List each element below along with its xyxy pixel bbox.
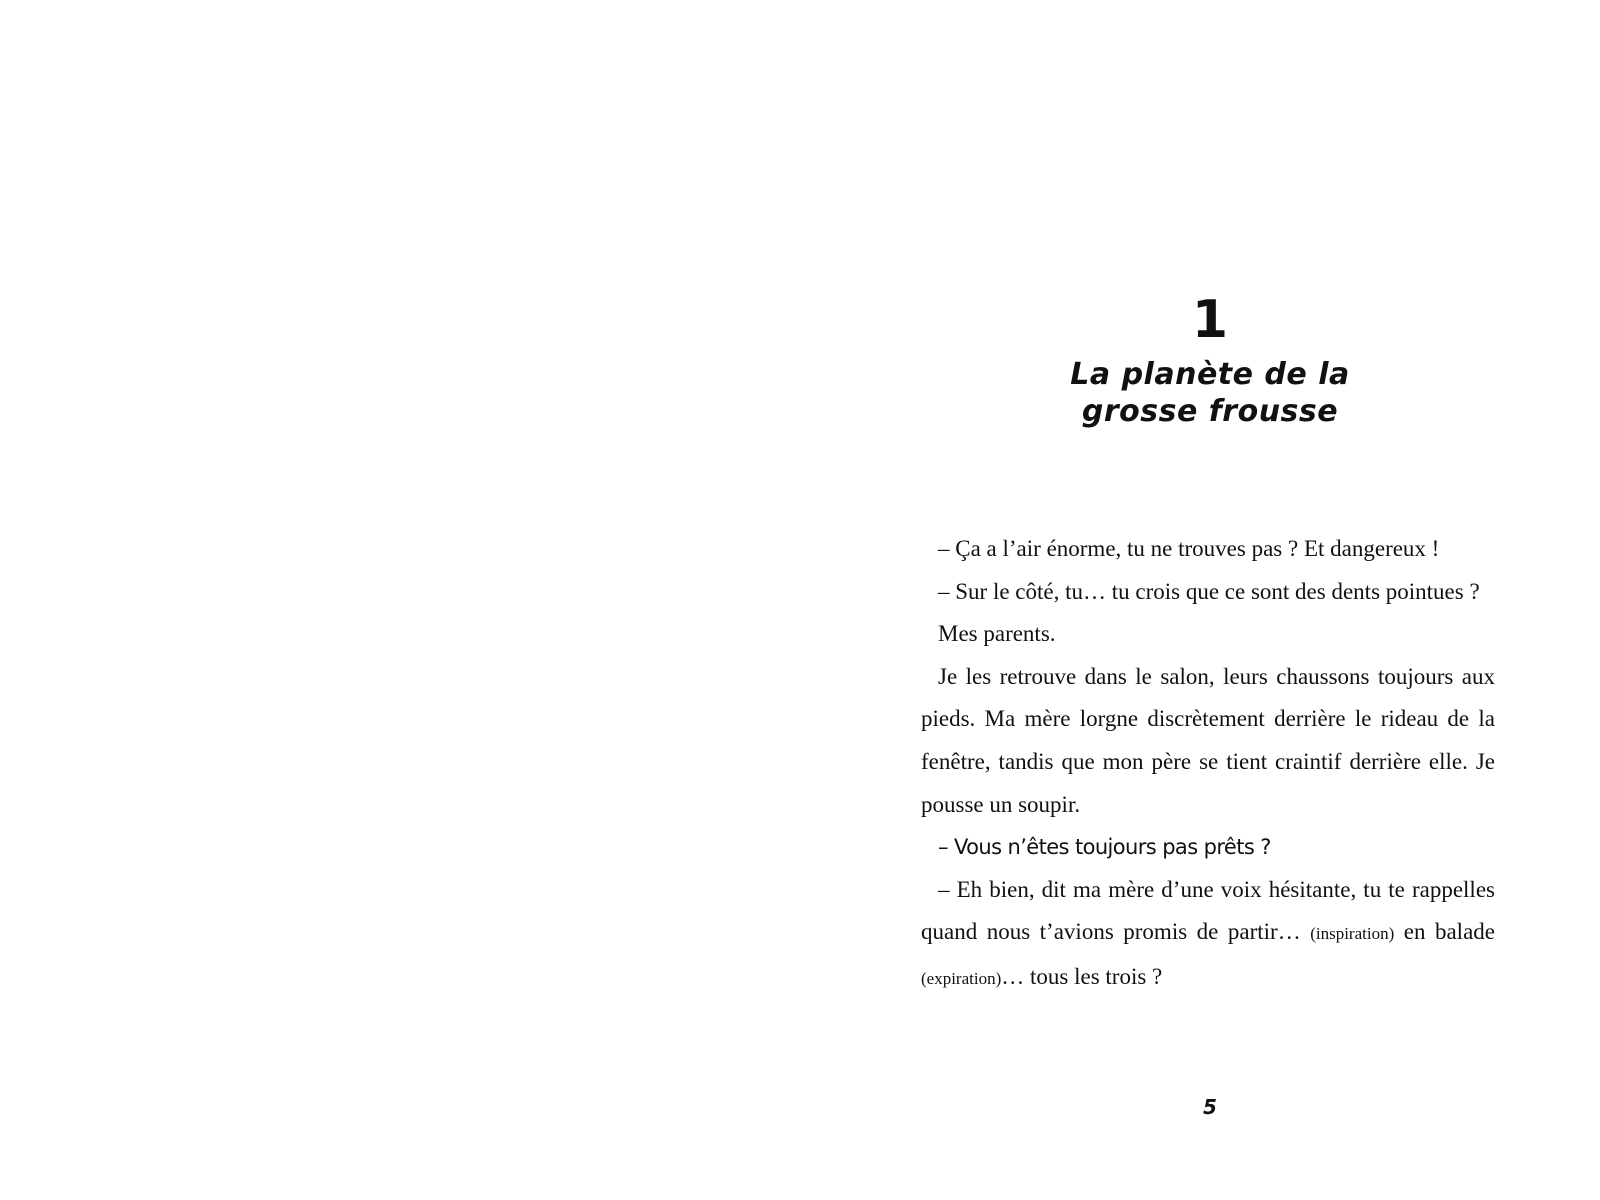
chapter-title-line-2: grosse frousse (1081, 394, 1339, 429)
paragraph-6-aside-expiration: (expiration) (921, 968, 1002, 988)
paragraph-4: Je les retrouve dans le salon, leurs chaussons toujours aux pieds. Ma mère lorgne discrètement derrière le rideau de la fenêtre, tandis que mon père se tient craintif derrière elle. Je pousse un soupir. (921, 663, 1495, 817)
chapter-title-line-1: La planète de la (1070, 357, 1350, 392)
paragraph-6-part-2: en balade (1394, 919, 1495, 945)
paragraph-2: – Sur le côté, tu… tu crois que ce sont des dents pointues ? (938, 578, 1480, 604)
paragraph-5-dialogue: – Vous n’êtes toujours pas prêts ? (938, 835, 1271, 860)
chapter-title (1010, 356, 1410, 430)
paragraph-6-aside-inspiration: (inspiration) (1310, 924, 1395, 944)
paragraph-6-part-1: – Eh bien, dit ma mère d’une voix hésitante, tu te rappelles quand nous t’avions promis de partir… (921, 876, 1495, 945)
page-number: 5 (1203, 1095, 1217, 1119)
paragraph-6-part-3: … tous les trois ? (1001, 963, 1163, 989)
chapter-number: 1 (1191, 290, 1229, 350)
paragraph-1: – Ça a l’air énorme, tu ne trouves pas ? Et dangereux ! (938, 536, 1440, 561)
chapter-body-text (921, 528, 1495, 1001)
paragraph-3: Mes parents. (938, 621, 1056, 647)
paragraph-6 (921, 869, 1495, 1001)
